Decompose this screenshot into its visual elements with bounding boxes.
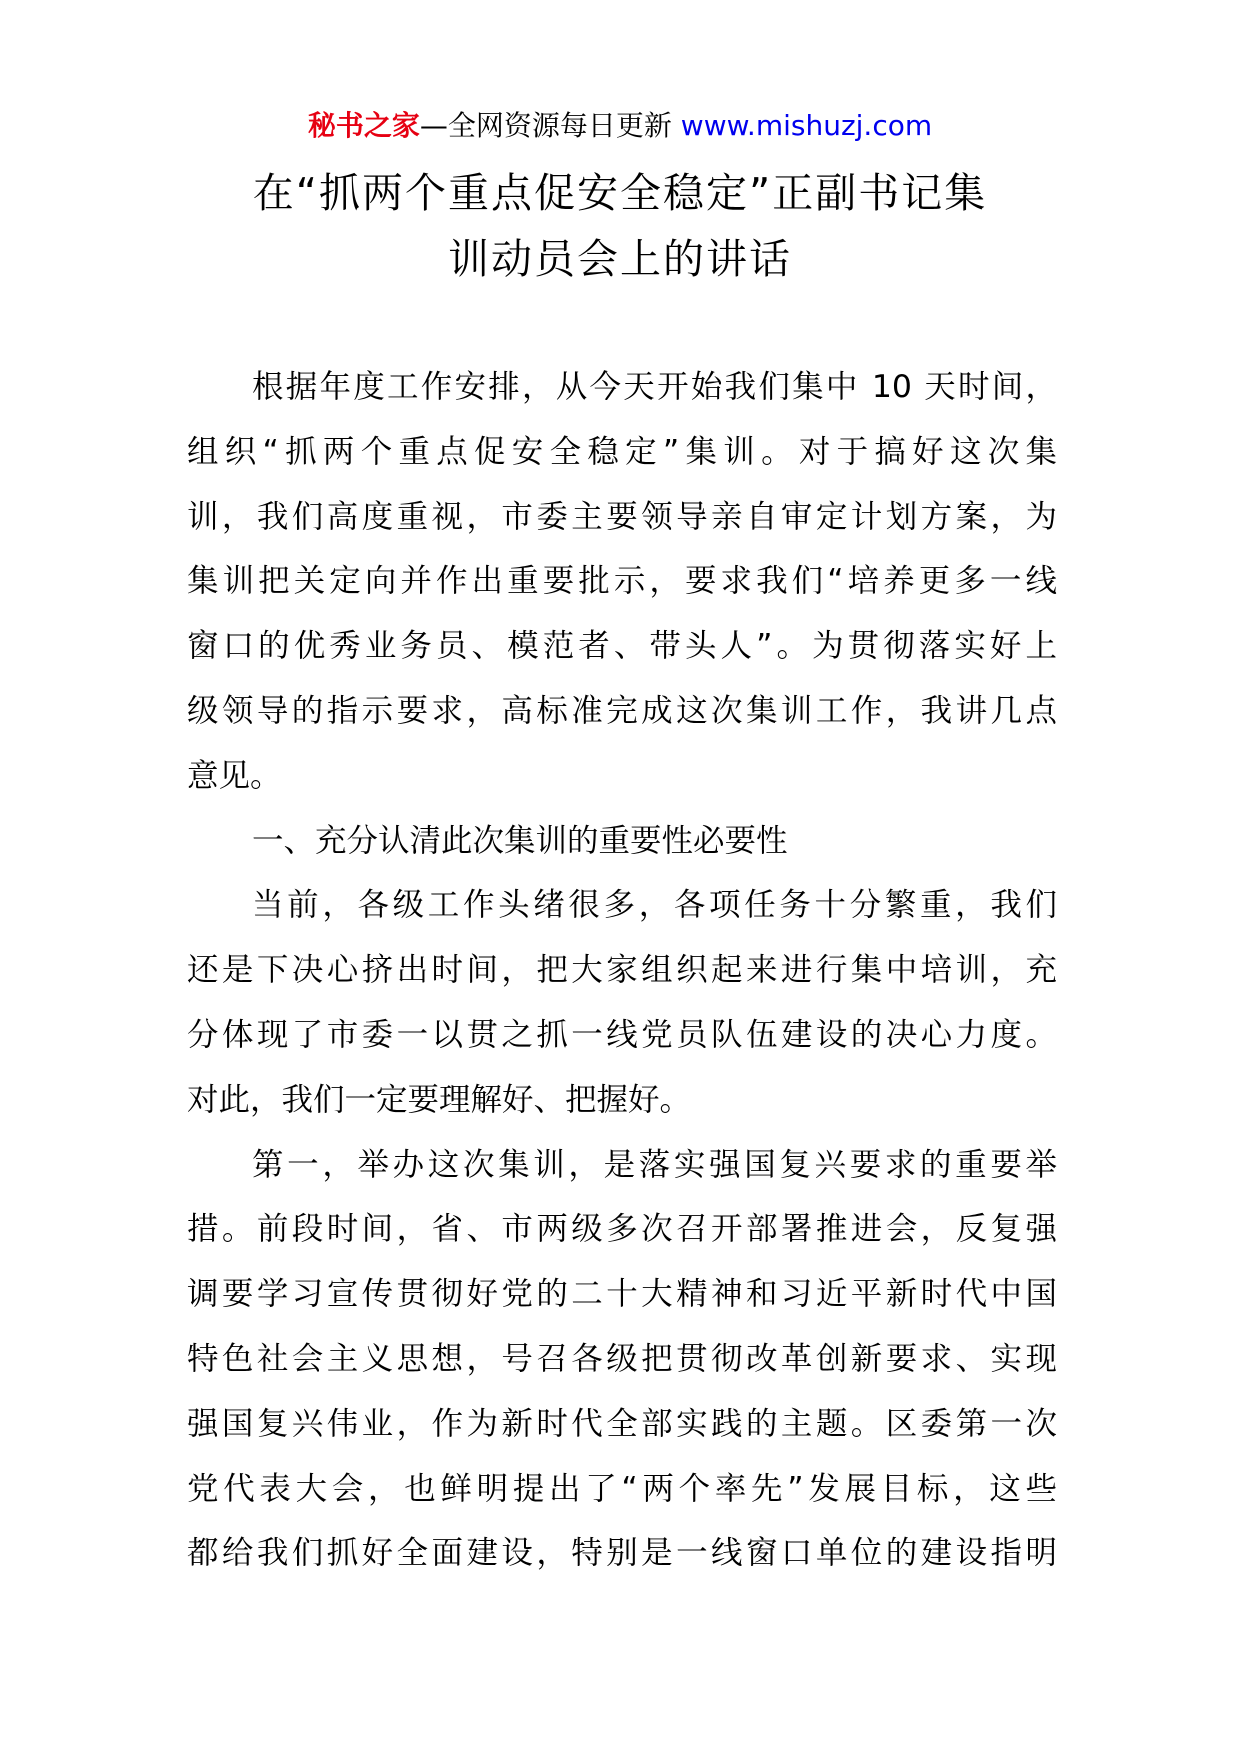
text-line: 意见。	[187, 757, 282, 794]
site-tagline: —全网资源每日更新	[419, 109, 672, 142]
text-line: 特色社会主义思想，号召各级把贯彻改革创新要求、实现	[187, 1340, 1057, 1377]
site-url-link[interactable]: www.mishuzj.com	[671, 109, 933, 142]
text-line: 都给我们抓好全面建设，特别是一线窗口单位的建设指明	[187, 1535, 1057, 1572]
text-line: 调要学习宣传贯彻好党的二十大精神和习近平新时代中国	[187, 1276, 1057, 1313]
section-heading-text: 一、充分认清此次集训的重要性必要性	[252, 822, 788, 859]
section-heading	[187, 809, 1057, 874]
paragraph-intro	[187, 355, 1057, 809]
text-line: 强国复兴伟业，作为新时代全部实践的主题。区委第一次	[187, 1405, 1057, 1442]
text-line: 党代表大会，也鲜明提出了“两个率先”发展目标，这些	[187, 1470, 1057, 1507]
text-line: 当前，各级工作头绪很多，各项任务十分繁重，我们	[252, 887, 1057, 924]
text-line: 第一，举办这次集训，是落实强国复兴要求的重要举	[252, 1146, 1057, 1183]
text-line: 根据年度工作安排，从今天开始我们集中 10 天时间，	[252, 369, 1057, 405]
site-brand: 秘书之家	[307, 109, 420, 142]
text-line: 窗口的优秀业务员、模范者、带头人”。为贯彻落实好上	[187, 628, 1057, 665]
text-line: 训，我们高度重视，市委主要领导亲自审定计划方案，为	[187, 498, 1057, 535]
text-line: 对此，我们一定要理解好、把握好。	[187, 1081, 692, 1118]
text-line: 组织“抓两个重点促安全稳定”集训。对于搞好这次集	[187, 433, 1057, 470]
text-line: 措。前段时间，省、市两级多次召开部署推进会，反复强	[187, 1211, 1057, 1248]
paragraph-first-point	[187, 1133, 1057, 1587]
document-body	[187, 355, 1057, 1586]
title-line-2: 训动员会上的讲话	[448, 235, 792, 283]
text-line: 分体现了市委一以贯之抓一线党员队伍建设的决心力度。	[187, 1016, 1057, 1053]
text-line: 级领导的指示要求，高标准完成这次集训工作，我讲几点	[187, 692, 1057, 729]
title-line-1: 在“抓两个重点促安全稳定”正副书记集	[252, 169, 988, 217]
text-line: 集训把关定向并作出重要批示，要求我们“培养更多一线	[187, 563, 1057, 600]
site-header	[0, 104, 1240, 148]
document-title	[150, 160, 1090, 292]
paragraph-current	[187, 873, 1057, 1132]
text-line: 还是下决心挤出时间，把大家组织起来进行集中培训，充	[187, 952, 1057, 989]
